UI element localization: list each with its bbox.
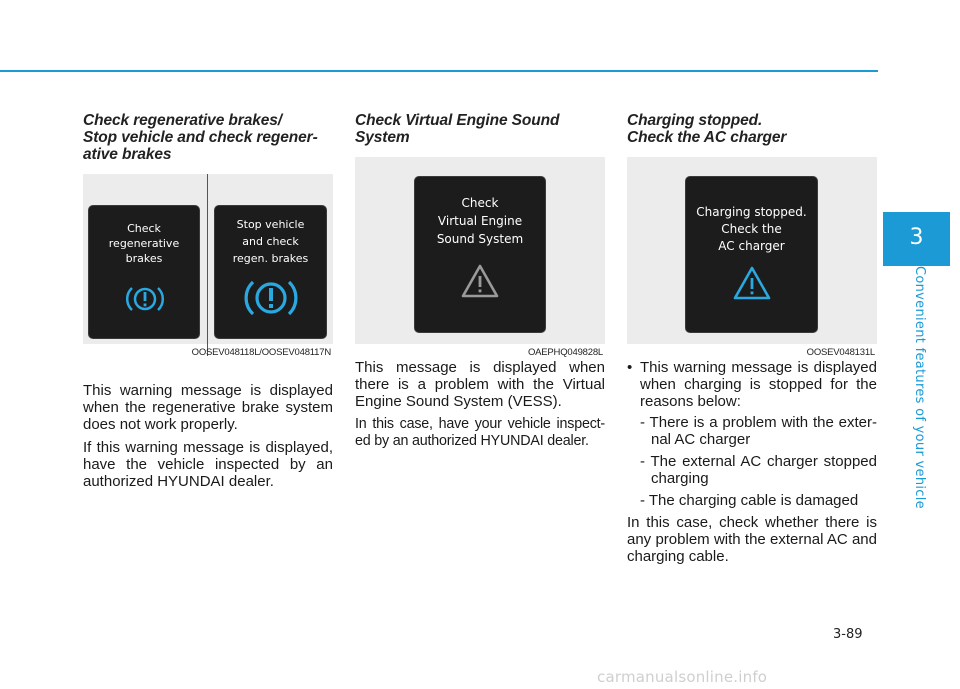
figure-regenerative-brakes <box>83 174 333 358</box>
paragraph: This message is displayed when there is a problem with the Virtual Engine Sound System (VESS). <box>355 359 605 410</box>
chapter-tab <box>883 212 950 266</box>
paragraph: In this case, have your vehicle inspect-ed by an authorized HYUNDAI dealer. <box>355 416 605 449</box>
figure-charging-stopped <box>627 157 877 358</box>
cluster-screen <box>88 205 200 339</box>
paragraph: In this case, check whether there is any problem with the external AC and charging cable. <box>627 514 877 565</box>
page-number: 3-89 <box>833 627 863 642</box>
figure-divider <box>207 174 208 356</box>
header-rule <box>0 70 878 72</box>
sub-item: - There is a problem with the exter-nal AC charger <box>640 414 877 448</box>
brake-warning-icon <box>124 284 166 314</box>
warning-triangle-icon <box>732 265 772 301</box>
heading-line: Check Virtual Engine Sound <box>355 112 560 129</box>
column-charging-stopped <box>627 112 877 146</box>
chapter-title: Convenient features of your vehicle <box>912 266 927 509</box>
warning-triangle-icon <box>460 263 500 299</box>
screen-message: Charging stopped. Check the AC charger <box>696 205 807 253</box>
heading-line: Charging stopped. <box>627 112 763 129</box>
body-vess <box>355 359 605 456</box>
paragraph: If this warning message is displayed, have the vehicle inspected by an authorized HYUNDAI dealer. <box>83 439 333 490</box>
heading-line: System <box>355 129 410 146</box>
bullet-item <box>627 359 877 410</box>
cluster-screen <box>414 176 546 333</box>
bullet-dot: • <box>627 359 633 376</box>
screen-message: Check regenerative brakes <box>108 222 180 265</box>
figure-vess <box>355 157 605 358</box>
heading-line: Check the AC charger <box>627 129 787 146</box>
section-heading <box>355 112 605 146</box>
chapter-number: 3 <box>909 225 924 250</box>
section-heading <box>83 112 333 163</box>
cluster-screen <box>214 205 327 339</box>
figure-caption: OOSEV048131L <box>806 347 875 358</box>
heading-line: Check regenerative brakes/ <box>83 112 283 129</box>
paragraph: This warning message is displayed when the regenerative brake system does not work properly. <box>83 382 333 433</box>
sub-item: - The charging cable is damaged <box>640 492 859 509</box>
section-heading <box>627 112 877 146</box>
figure-caption: OAEPHQ049828L <box>527 347 603 358</box>
screen-message: Stop vehicle and check regen. brakes <box>232 218 309 265</box>
bullet-text: This warning message is displayed when charging is stopped for the reasons below: <box>640 359 877 410</box>
column-vess <box>355 112 605 146</box>
watermark: carmanualsonline.info <box>597 668 768 686</box>
heading-line: ative brakes <box>83 146 172 163</box>
body-regenerative-brakes <box>83 382 333 496</box>
column-regenerative-brakes <box>83 112 333 163</box>
body-charging-stopped <box>627 359 877 571</box>
sub-item: - The external AC charger stopped charging <box>640 453 877 487</box>
brake-warning-icon <box>243 276 299 320</box>
figure-caption: OOSEV048118L/OOSEV048117N <box>191 347 331 358</box>
cluster-screen <box>685 176 818 333</box>
screen-message: Check Virtual Engine Sound System <box>436 196 524 246</box>
heading-line: Stop vehicle and check regener- <box>83 129 318 146</box>
